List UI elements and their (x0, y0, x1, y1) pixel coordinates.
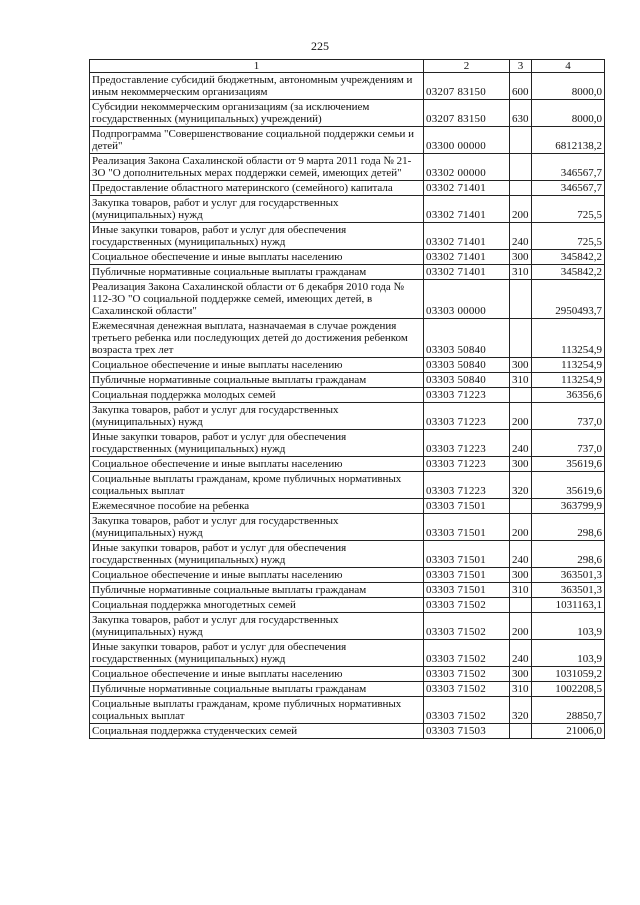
row-amount-cell: 345842,2 (532, 265, 605, 280)
header-col-code: 2 (424, 60, 510, 73)
row-type-cell: 600 (510, 73, 532, 100)
row-amount-cell: 8000,0 (532, 73, 605, 100)
header-col-name: 1 (90, 60, 424, 73)
row-type-cell (510, 388, 532, 403)
row-type-cell: 630 (510, 100, 532, 127)
row-amount-cell: 28850,7 (532, 697, 605, 724)
row-code-cell: 03303 50840 (424, 358, 510, 373)
table-row (90, 250, 605, 265)
row-name-cell: Закупка товаров, работ и услуг для государственных (муниципальных) нужд (90, 613, 424, 640)
row-type-cell: 320 (510, 697, 532, 724)
row-name-cell: Предоставление областного материнского (семейного) капитала (90, 181, 424, 196)
row-name-cell: Закупка товаров, работ и услуг для государственных (муниципальных) нужд (90, 196, 424, 223)
table-row (90, 457, 605, 472)
row-name-cell: Социальные выплаты гражданам, кроме публичных нормативных социальных выплат (90, 472, 424, 499)
table-row (90, 196, 605, 223)
row-name-cell: Реализация Закона Сахалинской области от 6 декабря 2010 года № 112-ЗО "О социальной поддержке семей, имеющих детей, в Сахалинской области" (90, 280, 424, 319)
row-code-cell: 03303 71501 (424, 499, 510, 514)
row-type-cell: 200 (510, 613, 532, 640)
row-code-cell: 03302 71401 (424, 181, 510, 196)
row-type-cell: 300 (510, 250, 532, 265)
row-amount-cell: 737,0 (532, 430, 605, 457)
row-name-cell: Иные закупки товаров, работ и услуг для обеспечения государственных (муниципальных) нужд (90, 223, 424, 250)
row-amount-cell: 1031059,2 (532, 667, 605, 682)
row-type-cell: 240 (510, 223, 532, 250)
row-amount-cell: 21006,0 (532, 724, 605, 739)
table-row (90, 682, 605, 697)
row-type-cell (510, 127, 532, 154)
row-code-cell: 03303 71501 (424, 583, 510, 598)
table-row (90, 568, 605, 583)
row-code-cell: 03303 71502 (424, 640, 510, 667)
row-type-cell: 300 (510, 358, 532, 373)
row-type-cell: 200 (510, 403, 532, 430)
row-name-cell: Реализация Закона Сахалинской области от 9 марта 2011 года № 21-ЗО "О дополнительных мерах поддержки семей, имеющих детей" (90, 154, 424, 181)
row-name-cell: Социальное обеспечение и иные выплаты населению (90, 250, 424, 265)
table-header-row (90, 60, 605, 73)
row-type-cell: 300 (510, 457, 532, 472)
row-name-cell: Закупка товаров, работ и услуг для государственных (муниципальных) нужд (90, 514, 424, 541)
row-code-cell: 03303 71502 (424, 613, 510, 640)
row-name-cell: Публичные нормативные социальные выплаты гражданам (90, 373, 424, 388)
row-code-cell: 03303 71501 (424, 514, 510, 541)
table-row (90, 319, 605, 358)
row-name-cell: Социальное обеспечение и иные выплаты населению (90, 568, 424, 583)
row-type-cell: 300 (510, 667, 532, 682)
row-type-cell: 200 (510, 514, 532, 541)
row-amount-cell: 6812138,2 (532, 127, 605, 154)
row-amount-cell: 2950493,7 (532, 280, 605, 319)
table-row (90, 472, 605, 499)
row-code-cell: 03303 71223 (424, 457, 510, 472)
header-col-amount: 4 (532, 60, 605, 73)
row-type-cell: 310 (510, 265, 532, 280)
row-type-cell (510, 154, 532, 181)
row-type-cell: 240 (510, 541, 532, 568)
row-amount-cell: 36356,6 (532, 388, 605, 403)
row-amount-cell: 1002208,5 (532, 682, 605, 697)
row-code-cell: 03303 71501 (424, 568, 510, 583)
table-row (90, 403, 605, 430)
row-code-cell: 03207 83150 (424, 73, 510, 100)
row-amount-cell: 346567,7 (532, 181, 605, 196)
row-type-cell: 240 (510, 430, 532, 457)
row-name-cell: Социальное обеспечение и иные выплаты населению (90, 667, 424, 682)
row-name-cell: Публичные нормативные социальные выплаты гражданам (90, 682, 424, 697)
row-name-cell: Социальное обеспечение и иные выплаты населению (90, 358, 424, 373)
row-type-cell (510, 280, 532, 319)
row-type-cell: 200 (510, 196, 532, 223)
row-code-cell: 03303 71502 (424, 682, 510, 697)
row-code-cell: 03303 71503 (424, 724, 510, 739)
row-code-cell: 03303 50840 (424, 319, 510, 358)
table-row (90, 541, 605, 568)
row-amount-cell: 113254,9 (532, 319, 605, 358)
row-amount-cell: 737,0 (532, 403, 605, 430)
row-code-cell: 03300 00000 (424, 127, 510, 154)
table-row (90, 358, 605, 373)
row-name-cell: Иные закупки товаров, работ и услуг для обеспечения государственных (муниципальных) нужд (90, 640, 424, 667)
row-amount-cell: 35619,6 (532, 472, 605, 499)
row-code-cell: 03303 71223 (424, 430, 510, 457)
row-code-cell: 03303 71502 (424, 667, 510, 682)
table-row (90, 724, 605, 739)
row-amount-cell: 345842,2 (532, 250, 605, 265)
row-name-cell: Ежемесячная денежная выплата, назначаемая в случае рождения третьего ребенка или последующих детей до достижения ребенком возраста трех лет (90, 319, 424, 358)
table-row (90, 697, 605, 724)
row-name-cell: Социальная поддержка многодетных семей (90, 598, 424, 613)
row-code-cell: 03302 71401 (424, 196, 510, 223)
row-type-cell: 310 (510, 583, 532, 598)
row-code-cell: 03302 00000 (424, 154, 510, 181)
header-col-type: 3 (510, 60, 532, 73)
row-amount-cell: 725,5 (532, 223, 605, 250)
row-name-cell: Социальная поддержка молодых семей (90, 388, 424, 403)
row-name-cell: Иные закупки товаров, работ и услуг для обеспечения государственных (муниципальных) нужд (90, 541, 424, 568)
table-row (90, 640, 605, 667)
row-code-cell: 03302 71401 (424, 223, 510, 250)
row-type-cell (510, 499, 532, 514)
table-row (90, 127, 605, 154)
row-code-cell: 03302 71401 (424, 265, 510, 280)
page-number: 225 (311, 39, 329, 53)
row-type-cell: 310 (510, 373, 532, 388)
row-amount-cell: 298,6 (532, 514, 605, 541)
table-row (90, 373, 605, 388)
table-row (90, 613, 605, 640)
budget-table (89, 59, 605, 739)
table-row (90, 514, 605, 541)
row-name-cell: Иные закупки товаров, работ и услуг для обеспечения государственных (муниципальных) нужд (90, 430, 424, 457)
row-amount-cell: 346567,7 (532, 154, 605, 181)
row-code-cell: 03303 71502 (424, 598, 510, 613)
row-code-cell: 03303 50840 (424, 373, 510, 388)
row-name-cell: Социальное обеспечение и иные выплаты населению (90, 457, 424, 472)
row-code-cell: 03303 71223 (424, 388, 510, 403)
row-name-cell: Предоставление субсидий бюджетным, автономным учреждениям и иным некоммерческим организациям (90, 73, 424, 100)
table-row (90, 154, 605, 181)
row-amount-cell: 363799,9 (532, 499, 605, 514)
row-name-cell: Закупка товаров, работ и услуг для государственных (муниципальных) нужд (90, 403, 424, 430)
row-amount-cell: 113254,9 (532, 358, 605, 373)
table-row (90, 667, 605, 682)
table-row (90, 280, 605, 319)
row-type-cell: 300 (510, 568, 532, 583)
row-type-cell (510, 181, 532, 196)
table-row (90, 499, 605, 514)
row-code-cell: 03303 00000 (424, 280, 510, 319)
row-type-cell: 320 (510, 472, 532, 499)
row-name-cell: Социальная поддержка студенческих семей (90, 724, 424, 739)
row-amount-cell: 35619,6 (532, 457, 605, 472)
table-row (90, 388, 605, 403)
row-code-cell: 03303 71501 (424, 541, 510, 568)
row-name-cell: Публичные нормативные социальные выплаты гражданам (90, 265, 424, 280)
table-row (90, 583, 605, 598)
row-amount-cell: 363501,3 (532, 568, 605, 583)
row-type-cell: 240 (510, 640, 532, 667)
row-type-cell (510, 724, 532, 739)
row-name-cell: Подпрограмма "Совершенствование социальной поддержки семьи и детей" (90, 127, 424, 154)
row-type-cell (510, 319, 532, 358)
row-code-cell: 03303 71502 (424, 697, 510, 724)
row-amount-cell: 103,9 (532, 640, 605, 667)
row-code-cell: 03303 71223 (424, 403, 510, 430)
row-code-cell: 03303 71223 (424, 472, 510, 499)
row-code-cell: 03302 71401 (424, 250, 510, 265)
row-amount-cell: 103,9 (532, 613, 605, 640)
table-row (90, 73, 605, 100)
row-amount-cell: 1031163,1 (532, 598, 605, 613)
row-amount-cell: 725,5 (532, 196, 605, 223)
row-amount-cell: 298,6 (532, 541, 605, 568)
row-name-cell: Ежемесячное пособие на ребенка (90, 499, 424, 514)
table-row (90, 430, 605, 457)
row-name-cell: Публичные нормативные социальные выплаты гражданам (90, 583, 424, 598)
table-row (90, 223, 605, 250)
row-name-cell: Социальные выплаты гражданам, кроме публичных нормативных социальных выплат (90, 697, 424, 724)
table-body (90, 73, 605, 739)
row-amount-cell: 363501,3 (532, 583, 605, 598)
row-code-cell: 03207 83150 (424, 100, 510, 127)
table-row (90, 598, 605, 613)
table-row (90, 181, 605, 196)
row-amount-cell: 113254,9 (532, 373, 605, 388)
row-type-cell: 310 (510, 682, 532, 697)
row-amount-cell: 8000,0 (532, 100, 605, 127)
table-row (90, 265, 605, 280)
row-name-cell: Субсидии некоммерческим организациям (за исключением государственных (муниципальных) учреждений) (90, 100, 424, 127)
row-type-cell (510, 598, 532, 613)
table-row (90, 100, 605, 127)
